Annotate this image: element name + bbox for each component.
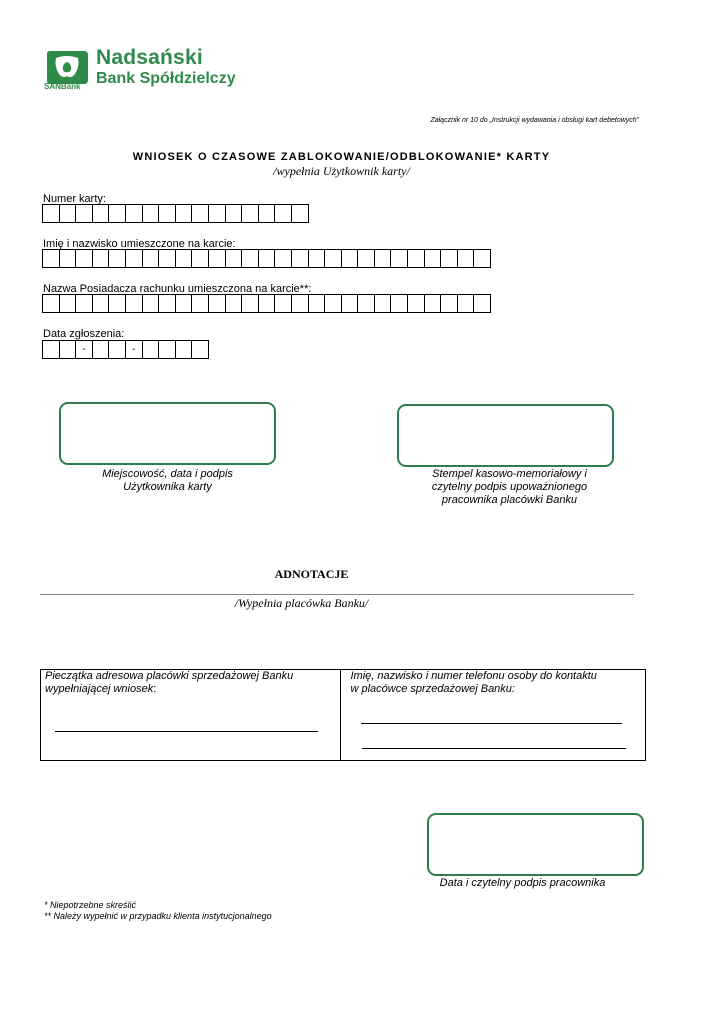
report-date-cell[interactable]: [192, 340, 209, 359]
holder-name-cell[interactable]: [76, 294, 93, 313]
card-number-cell[interactable]: [176, 204, 193, 223]
holder-name-cell[interactable]: [309, 294, 326, 313]
form-title: WNIOSEK O CZASOWE ZABLOKOWANIE/ODBLOKOWANIE* KARTY: [132, 151, 551, 163]
holder-name-cell[interactable]: [458, 294, 475, 313]
card-number-cell[interactable]: [226, 204, 243, 223]
name-on-card-cell[interactable]: [192, 249, 209, 268]
bank-stamp-caption-line: pracownika placówki Banku: [441, 494, 578, 506]
annotations-title: ADNOTACJE: [274, 567, 349, 581]
annotations-line[interactable]: [40, 594, 634, 595]
name-on-card-cell[interactable]: [259, 249, 276, 268]
report-date-input[interactable]: [42, 340, 209, 359]
annotations-subtitle: /Wypełnia placówka Banku/: [234, 596, 369, 610]
holder-name-cell[interactable]: [109, 294, 126, 313]
card-number-cell[interactable]: [43, 204, 60, 223]
name-on-card-input[interactable]: [42, 249, 491, 268]
card-number-cell[interactable]: [159, 204, 176, 223]
holder-name-cell[interactable]: [375, 294, 392, 313]
card-number-cell[interactable]: [192, 204, 209, 223]
branch-stamp-line[interactable]: [55, 731, 318, 732]
contact-person-label: w placówce sprzedażowej Banku:: [350, 683, 515, 695]
holder-name-cell[interactable]: [143, 294, 160, 313]
employee-signature-box[interactable]: [427, 813, 644, 876]
name-on-card-cell[interactable]: [425, 249, 442, 268]
name-on-card-cell[interactable]: [309, 249, 326, 268]
holder-name-cell[interactable]: [425, 294, 442, 313]
logo-name: Nadsański: [96, 46, 203, 69]
logo-short-name: SANBank: [44, 82, 81, 91]
holder-name-cell[interactable]: [209, 294, 226, 313]
card-number-label: Numer karty:: [43, 193, 106, 205]
bank-stamp-caption: [397, 468, 622, 507]
card-number-cell[interactable]: [76, 204, 93, 223]
footnote-two: ** Należy wypełnić w przypadku klienta instytucjonalnego: [44, 911, 272, 921]
name-on-card-cell[interactable]: [209, 249, 226, 268]
name-on-card-cell[interactable]: [275, 249, 292, 268]
report-date-cell[interactable]: [43, 340, 60, 359]
name-on-card-cell[interactable]: [242, 249, 259, 268]
holder-name-cell[interactable]: [242, 294, 259, 313]
holder-name-cell[interactable]: [126, 294, 143, 313]
card-number-cell[interactable]: [242, 204, 259, 223]
holder-name-cell[interactable]: [474, 294, 491, 313]
holder-name-cell[interactable]: [159, 294, 176, 313]
report-date-cell[interactable]: [143, 340, 160, 359]
name-on-card-cell[interactable]: [474, 249, 491, 268]
card-number-cell[interactable]: [292, 204, 309, 223]
name-on-card-cell[interactable]: [375, 249, 392, 268]
card-number-cell[interactable]: [209, 204, 226, 223]
user-signature-caption: [59, 468, 276, 494]
user-signature-caption-line: Użytkownika karty: [123, 481, 212, 493]
contact-person-label: Imię, nazwisko i numer telefonu osoby do kontaktu: [350, 670, 597, 682]
name-on-card-cell[interactable]: [458, 249, 475, 268]
contact-table: [40, 669, 646, 761]
branch-stamp-label: wypełniającej wniosek:: [45, 683, 157, 695]
holder-name-cell[interactable]: [60, 294, 77, 313]
name-on-card-cell[interactable]: [391, 249, 408, 268]
card-number-cell[interactable]: [126, 204, 143, 223]
card-number-cell[interactable]: [275, 204, 292, 223]
branch-stamp-label: Pieczątka adresowa placówki sprzedażowej Banku: [45, 670, 294, 682]
user-signature-caption-line: Miejscowość, data i podpis: [102, 468, 233, 480]
card-number-cell[interactable]: [143, 204, 160, 223]
card-number-cell[interactable]: [109, 204, 126, 223]
report-date-cell[interactable]: [159, 340, 176, 359]
name-on-card-cell[interactable]: [226, 249, 243, 268]
holder-name-cell[interactable]: [176, 294, 193, 313]
branch-stamp-cell[interactable]: [41, 670, 340, 760]
user-signature-box[interactable]: [59, 402, 276, 465]
bank-stamp-caption-line: czytelny podpis upoważnionego: [431, 481, 588, 493]
name-on-card-cell[interactable]: [159, 249, 176, 268]
name-on-card-cell[interactable]: [441, 249, 458, 268]
name-on-card-cell[interactable]: [325, 249, 342, 268]
name-on-card-cell[interactable]: [292, 249, 309, 268]
holder-name-cell[interactable]: [93, 294, 110, 313]
holder-name-cell[interactable]: [275, 294, 292, 313]
footnote-one: * Niepotrzebne skreślić: [44, 900, 137, 910]
name-on-card-cell[interactable]: [109, 249, 126, 268]
contact-person-cell[interactable]: [340, 670, 646, 760]
name-on-card-cell[interactable]: [76, 249, 93, 268]
report-date-cell[interactable]: [93, 340, 110, 359]
holder-name-cell[interactable]: [325, 294, 342, 313]
holder-name-cell[interactable]: [292, 294, 309, 313]
name-on-card-cell[interactable]: [408, 249, 425, 268]
name-on-card-cell[interactable]: [342, 249, 359, 268]
name-on-card-cell[interactable]: [143, 249, 160, 268]
report-date-cell[interactable]: [109, 340, 126, 359]
holder-name-cell[interactable]: [441, 294, 458, 313]
name-on-card-cell[interactable]: [176, 249, 193, 268]
report-date-cell[interactable]: [60, 340, 77, 359]
annex-note: Załącznik nr 10 do „Instrukcji wydawania i obsługi kart debetowych”: [430, 117, 639, 124]
card-number-cell[interactable]: [93, 204, 110, 223]
name-on-card-cell[interactable]: [43, 249, 60, 268]
holder-name-label: Nazwa Posiadacza rachunku umieszczona na karcie**:: [43, 283, 312, 295]
holder-name-cell[interactable]: [259, 294, 276, 313]
holder-name-cell[interactable]: [342, 294, 359, 313]
name-on-card-cell[interactable]: [93, 249, 110, 268]
holder-name-cell[interactable]: [226, 294, 243, 313]
report-date-cell[interactable]: -: [76, 340, 93, 359]
holder-name-cell[interactable]: [43, 294, 60, 313]
name-on-card-cell[interactable]: [60, 249, 77, 268]
holder-name-cell[interactable]: [358, 294, 375, 313]
logo-bank-name: Bank Spółdzielczy: [96, 70, 236, 87]
name-on-card-cell[interactable]: [126, 249, 143, 268]
bank-stamp-box[interactable]: [397, 404, 614, 467]
name-on-card-label: Imię i nazwisko umieszczone na karcie:: [43, 238, 236, 250]
holder-name-input[interactable]: [42, 294, 491, 313]
holder-name-cell[interactable]: [408, 294, 425, 313]
holder-name-cell[interactable]: [391, 294, 408, 313]
report-date-cell[interactable]: [176, 340, 193, 359]
contact-person-line[interactable]: [361, 723, 622, 724]
card-number-cell[interactable]: [60, 204, 77, 223]
card-number-cell[interactable]: [259, 204, 276, 223]
form-subtitle: /wypełnia Użytkownik karty/: [273, 164, 410, 178]
report-date-cell[interactable]: -: [126, 340, 143, 359]
report-date-label: Data zgłoszenia:: [43, 328, 125, 340]
bank-stamp-caption-line: Stempel kasowo-memoriałowy i: [432, 468, 587, 480]
contact-phone-line[interactable]: [362, 748, 626, 749]
employee-signature-caption: Data i czytelny podpis pracownika: [439, 877, 606, 889]
name-on-card-cell[interactable]: [358, 249, 375, 268]
card-number-input[interactable]: [42, 204, 309, 223]
holder-name-cell[interactable]: [192, 294, 209, 313]
